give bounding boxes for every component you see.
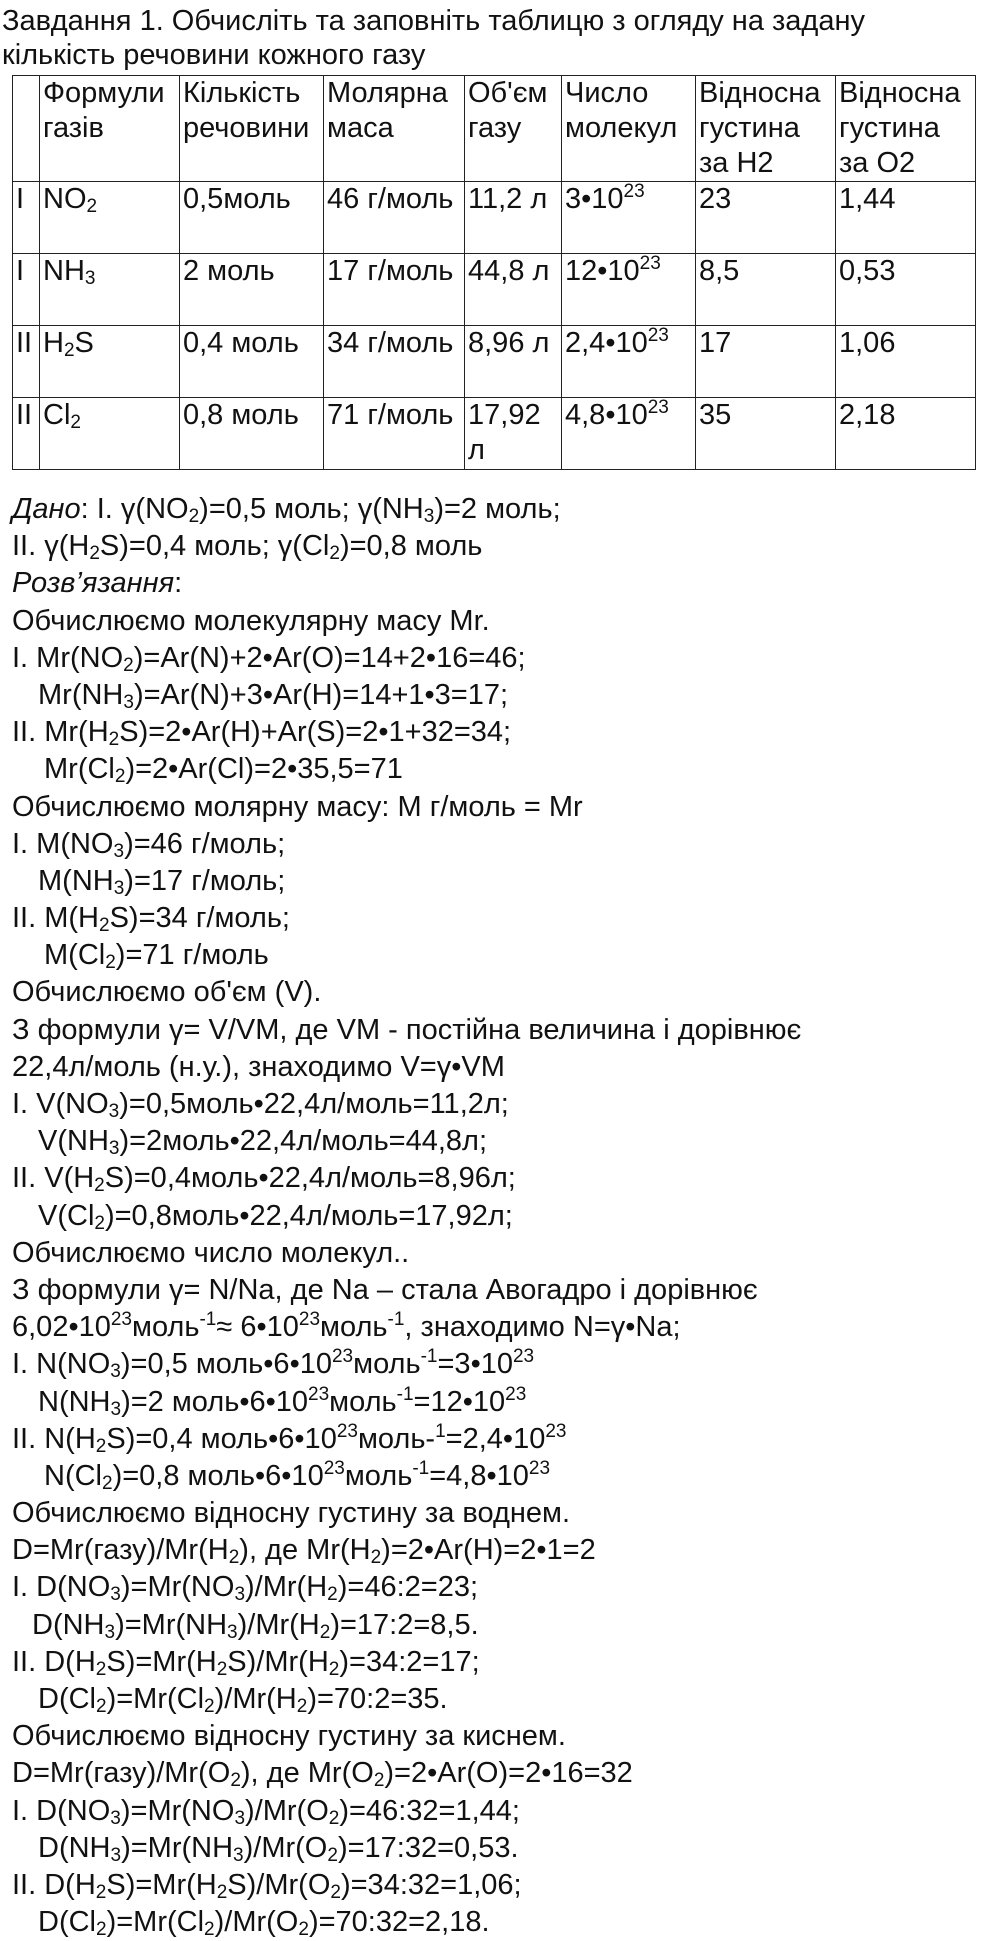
- solution-text-segment: 2: [373, 1770, 385, 1792]
- solution-text-segment: S)=0,4 моль; γ(Cl: [99, 530, 330, 563]
- solution-text-segment: 3: [110, 1584, 121, 1606]
- solution-text-segment: 3: [104, 1621, 116, 1643]
- solution-text-segment: Обчислюємо відносну густину за киснем.: [12, 1720, 566, 1753]
- solution-text-segment: )=Mr(Cl: [106, 1906, 205, 1939]
- solution-line: [12, 640, 972, 677]
- solution-line: [12, 789, 972, 826]
- solution-text-segment: 3: [423, 506, 435, 527]
- solution-text-segment: 3: [110, 1398, 122, 1420]
- amount-cell: 0,8 моль: [180, 398, 324, 470]
- volume-cell: 11,2 л: [465, 182, 562, 254]
- density-o2-cell: 1,44: [836, 182, 976, 254]
- table-row: [13, 326, 976, 398]
- solution-text-segment: ІІ. γ(H: [12, 530, 90, 563]
- solution-line: [12, 1384, 972, 1421]
- solution-text-segment: 2: [296, 1696, 308, 1717]
- molecules-cell: $4,8•10^{23}$: [562, 398, 696, 470]
- solution-text-segment: 3: [234, 1807, 246, 1829]
- solution-text-segment: S)=0,4моль•22,4л/моль=8,96л;: [104, 1162, 516, 1195]
- solution-text-segment: ІІ. N(H: [12, 1422, 96, 1455]
- solution-line: [12, 603, 972, 640]
- density-h2-cell: 23: [696, 182, 836, 254]
- solution-text-segment: 2: [216, 1881, 228, 1903]
- solution-text-segment: 2: [230, 1770, 241, 1792]
- header-cell: Відносна густина за Н2: [696, 76, 836, 182]
- solution-text-segment: 3: [234, 1584, 246, 1606]
- header-cell: Число молекул: [562, 76, 696, 182]
- header-cell: Об'єм газу: [465, 76, 562, 182]
- solution-text-segment: 2: [102, 1472, 113, 1494]
- solution-text-segment: 23: [336, 1420, 358, 1442]
- solution-text-segment: -1: [412, 1457, 430, 1479]
- solution-text-segment: І. D(NO: [12, 1794, 111, 1827]
- solution-text-segment: =12•10: [413, 1385, 506, 1418]
- solution-line: [12, 751, 972, 788]
- solution-text-segment: )=17 г/моль;: [124, 864, 286, 897]
- molar-mass-cell: 34 г/моль: [324, 326, 465, 398]
- solution-text-segment: )/Mr(O: [245, 1794, 329, 1827]
- solution-line: [12, 1904, 972, 1941]
- solution-text-segment: 2: [96, 1919, 107, 1941]
- solution-text-segment: S)=Mr(H: [106, 1645, 217, 1678]
- solution-text-segment: 23: [545, 1420, 567, 1442]
- solution-line: [12, 1049, 972, 1086]
- solution-text-segment: ІІ. V(H: [12, 1162, 95, 1195]
- solution-text-segment: D=Mr(газу)/Mr(O: [12, 1757, 231, 1790]
- solution-text-segment: S)=0,4 моль•6•10: [106, 1422, 337, 1455]
- solution-text-segment: 23: [528, 1457, 551, 1479]
- solution-text-segment: 3: [108, 1138, 120, 1160]
- solution-text-segment: І. V(NO: [12, 1088, 109, 1120]
- solution-text-segment: Обчислюємо відносну густину за воднем.: [12, 1497, 571, 1530]
- solution-text-segment: =4,8•10: [429, 1459, 529, 1492]
- solution-line: [12, 1272, 972, 1309]
- molecules-cell: $3•10^{23}$: [562, 182, 696, 254]
- solution-text-segment: І. Mr(NO: [12, 641, 124, 674]
- solution-text-segment: )=0,5 моль•6•10: [120, 1348, 332, 1381]
- solution-text-segment: )/Mr(O: [243, 1831, 328, 1864]
- solution-text-segment: моль: [353, 1348, 421, 1381]
- amount-cell: 0,4 моль: [180, 326, 324, 398]
- formula-cell: $NH_3$: [40, 254, 180, 326]
- solution-text-segment: 3: [108, 1101, 120, 1122]
- solution-text-segment: 23: [331, 1346, 354, 1368]
- solution-text-segment: )=17:2=8,5.: [330, 1608, 479, 1641]
- solution-line: [12, 677, 972, 714]
- solution-text-segment: )=2моль•22,4л/моль=44,8л;: [119, 1125, 488, 1158]
- solution-text-segment: )=2•Ar(O)=2•16=32: [384, 1757, 633, 1790]
- solution-text-segment: N(NH: [38, 1385, 111, 1418]
- group-cell: II: [13, 398, 40, 470]
- solution-line: [12, 1309, 972, 1346]
- solution-text-segment: 2: [108, 729, 120, 751]
- solution-text-segment: 2: [329, 543, 340, 565]
- solution-line: [12, 974, 972, 1011]
- solution-text-segment: 2: [95, 1658, 107, 1680]
- solution-text-segment: 2: [327, 1584, 338, 1606]
- molar-mass-cell: 17 г/моль: [324, 254, 465, 326]
- solution-line: [12, 1718, 972, 1755]
- solution-text-segment: 6,02•10: [12, 1311, 111, 1344]
- solution-text-segment: 2: [298, 1919, 309, 1941]
- solution-text-segment: 2: [105, 952, 116, 974]
- solution-text-segment: )=70:2=35.: [307, 1683, 448, 1715]
- gas-table: [12, 75, 976, 470]
- molar-mass-cell: 71 г/моль: [324, 398, 465, 470]
- solution-text-segment: )=46 г/моль;: [124, 827, 286, 860]
- table-row: [13, 182, 976, 254]
- density-h2-cell: 17: [696, 326, 836, 398]
- solution-text-segment: )/Mr(H: [245, 1571, 328, 1604]
- solution-text-segment: З формули γ= N/Na, де Na – стала Авогадро і дорівнює: [12, 1273, 758, 1306]
- solution-line: [12, 565, 972, 602]
- solution-line: [12, 714, 972, 751]
- solution-text-segment: )=70:32=2,18.: [308, 1906, 490, 1939]
- solution-line: [12, 1123, 972, 1160]
- volume-cell: 17,92 л: [465, 398, 562, 470]
- solution-text-segment: )=Mr(Cl: [106, 1683, 205, 1715]
- solution-text-segment: )=0,8моль•22,4л/моль=17,92л;: [104, 1199, 513, 1232]
- solution-text-segment: )=34:32=1,06;: [340, 1868, 522, 1901]
- solution-text-segment: =3•10: [437, 1348, 513, 1381]
- solution-text-segment: V(Cl: [38, 1199, 95, 1232]
- solution-text-segment: Розв’язання: [12, 567, 175, 600]
- solution-text-segment: ≈ 6•10: [216, 1311, 299, 1344]
- solution-line: [12, 1532, 972, 1569]
- solution-text-segment: 2: [94, 1212, 105, 1234]
- solution-text-segment: моль: [329, 1385, 397, 1418]
- solution-text-segment: 23: [308, 1383, 330, 1405]
- solution-line: [12, 863, 972, 900]
- solution-line: [12, 1830, 972, 1867]
- solution-text-segment: )=0,8 моль•6•10: [112, 1459, 324, 1492]
- solution-text-segment: ), де Mr(O: [240, 1757, 374, 1790]
- solution-text-segment: 2: [96, 1696, 107, 1717]
- solution-line: [12, 1569, 972, 1606]
- solution-line: [12, 491, 972, 528]
- solution-text-segment: )/Mr(H: [237, 1608, 320, 1641]
- solution-text-segment: 2: [95, 1435, 107, 1457]
- solution-text-segment: D(NH: [32, 1608, 105, 1641]
- group-cell: I: [13, 254, 40, 326]
- solution-text-segment: 2: [123, 654, 134, 676]
- solution-text-segment: )=2 моль;: [434, 493, 561, 525]
- solution-text-segment: , знаходимо N=γ•Na;: [404, 1311, 681, 1344]
- solution-line: [12, 900, 972, 937]
- solution-line: [12, 1086, 972, 1123]
- solution-text-segment: )=Mr(NH: [121, 1831, 234, 1864]
- solution-text-segment: 3: [110, 1361, 121, 1383]
- solution-line: [12, 1346, 972, 1383]
- solution-text-segment: 23: [323, 1457, 345, 1479]
- task-title: Завдання 1. Обчисліть та заповніть таблицю з огляду на задану кількість речовини кожного газу: [2, 5, 865, 71]
- solution-text-segment: 2: [327, 1844, 338, 1866]
- solution-text-segment: моль: [344, 1459, 413, 1492]
- solution-text-segment: 23: [110, 1309, 132, 1331]
- amount-cell: 0,5моль: [180, 182, 324, 254]
- header-cell: Формули газів: [40, 76, 180, 182]
- group-cell: II: [13, 326, 40, 398]
- solution-text-segment: : І. γ(NO: [80, 493, 189, 525]
- solution-text-segment: 23: [298, 1309, 321, 1331]
- solution-text-segment: 1: [435, 1420, 446, 1442]
- solution-text-segment: Дано: [12, 493, 81, 525]
- solution-line: [12, 1235, 972, 1272]
- volume-cell: 44,8 л: [465, 254, 562, 326]
- solution-text-segment: 3: [233, 1844, 244, 1866]
- solution-text-segment: 3: [113, 840, 125, 862]
- solution-text-segment: N(Cl: [44, 1459, 102, 1492]
- amount-cell: 2 моль: [180, 254, 324, 326]
- solution-line: [12, 1793, 972, 1830]
- solution-text-segment: 2: [114, 766, 126, 788]
- solution-line: [12, 1644, 972, 1681]
- solution-text-segment: )=2•Ar(H)=2•1=2: [381, 1534, 596, 1567]
- solution-text-segment: 23: [505, 1383, 527, 1405]
- density-h2-cell: 8,5: [696, 254, 836, 326]
- solution-text-segment: :: [174, 567, 183, 600]
- solution-text-segment: 2: [228, 1547, 240, 1569]
- solution-text-segment: D(Cl: [38, 1906, 96, 1939]
- solution-text-segment: -1: [387, 1309, 405, 1331]
- solution-text-segment: Mr(NH: [38, 678, 124, 711]
- solution-text-segment: )=17:32=0,53.: [337, 1831, 519, 1864]
- formula-cell: $H_2S$: [40, 326, 180, 398]
- density-o2-cell: 1,06: [836, 326, 976, 398]
- solution-text-segment: ІІ. M(H: [12, 902, 99, 935]
- solution-line: [12, 528, 972, 565]
- table-row: [13, 254, 976, 326]
- solution-line: [12, 1755, 972, 1792]
- solution-text-segment: =2,4•10: [445, 1422, 546, 1455]
- solution-line: [12, 1681, 972, 1718]
- table-header-row: [13, 76, 976, 182]
- molar-mass-cell: 46 г/моль: [324, 182, 465, 254]
- header-cell: Молярна маса: [324, 76, 465, 182]
- solution-text-segment: S)/Mr(H: [227, 1645, 329, 1678]
- solution-text-segment: З формули γ= V/VM, де VM - постійна величина і дорівнює: [12, 1013, 802, 1046]
- solution-text-segment: )/Mr(H: [214, 1683, 297, 1715]
- table-row: [13, 398, 976, 470]
- solution-text-segment: M(Cl: [44, 939, 106, 972]
- solution-text-segment: 2: [95, 1881, 107, 1903]
- solution-text-segment: )=Mr(NH: [115, 1608, 228, 1641]
- solution-text-segment: 23: [512, 1346, 535, 1368]
- solution-line: [12, 1607, 972, 1644]
- formula-cell: $NO_2$: [40, 182, 180, 254]
- solution-text-segment: Mr(Cl: [44, 753, 115, 786]
- solution-text-segment: D=Mr(газу)/Mr(H: [12, 1534, 229, 1567]
- solution-text-segment: 2: [188, 506, 200, 527]
- solution-text-segment: S)/Mr(O: [227, 1868, 331, 1901]
- solution-text-segment: 2: [216, 1658, 228, 1680]
- solution-line: [12, 1198, 972, 1235]
- solution-text-segment: моль: [320, 1311, 388, 1344]
- header-cell: [13, 76, 40, 182]
- solution-text-segment: )=Mr(NO: [120, 1571, 235, 1604]
- solution-text-segment: )=Ar(N)+3•Ar(H)=14+1•3=17;: [133, 678, 509, 711]
- solution-text-segment: )=46:32=1,44;: [339, 1794, 520, 1827]
- solution-text-segment: 2: [204, 1696, 215, 1717]
- solution-text-segment: 3: [227, 1621, 238, 1643]
- molecules-cell: $12•10^{23}$: [562, 254, 696, 326]
- solution-text-segment: 22,4л/моль (н.у.), знаходимо V=γ•VM: [12, 1050, 505, 1083]
- solution-text-segment: )=2 моль•6•10: [121, 1385, 309, 1418]
- density-o2-cell: 2,18: [836, 398, 976, 470]
- solution-text-segment: 3: [113, 877, 125, 899]
- solution-line: [12, 1012, 972, 1049]
- solution-text-segment: 2: [89, 543, 100, 565]
- solution-text-segment: І. D(NO: [12, 1571, 111, 1604]
- solution-text-segment: Обчислюємо молярну масу: M г/моль = Mr: [12, 790, 583, 823]
- solution-text-segment: 3: [123, 691, 134, 713]
- solution-line: [12, 826, 972, 863]
- solution-text-segment: 2: [328, 1658, 340, 1680]
- solution-text-segment: S)=2•Ar(H)+Ar(S)=2•1+32=34;: [119, 716, 512, 749]
- density-o2-cell: 0,53: [836, 254, 976, 326]
- solution-line: [12, 1160, 972, 1197]
- header-cell: Кількість речовини: [180, 76, 324, 182]
- solution-text-segment: Обчислюємо об'єм (V).: [12, 976, 322, 1009]
- solution-text-segment: )=71 г/моль: [115, 939, 269, 972]
- molecules-cell: $2,4•10^{23}$: [562, 326, 696, 398]
- solution-text-segment: )=0,8 моль: [339, 530, 483, 563]
- solution-text-segment: Обчислюємо молекулярну масу Mr.: [12, 604, 490, 637]
- solution-text-segment: )=0,5 моль; γ(NH: [199, 493, 424, 525]
- formula-cell: $Cl_2$: [40, 398, 180, 470]
- solution-line: [12, 1421, 972, 1458]
- solution-text-segment: )=34:2=17;: [339, 1645, 480, 1678]
- solution-text-segment: 2: [330, 1881, 341, 1903]
- solution-text-segment: D(Cl: [38, 1683, 96, 1715]
- solution-text-segment: 3: [110, 1844, 122, 1866]
- solution-line: [12, 937, 972, 974]
- solution-text-segment: ІІ. D(H: [12, 1645, 96, 1678]
- group-cell: I: [13, 182, 40, 254]
- solution-text-segment: V(NH: [38, 1125, 109, 1158]
- solution-text-segment: ІІ. Mr(H: [12, 716, 109, 749]
- solution-text-segment: Обчислюємо число молекул..: [12, 1236, 410, 1269]
- solution-text-segment: )=46:2=23;: [337, 1571, 479, 1604]
- solution-text-segment: 2: [370, 1547, 382, 1569]
- solution-text-segment: 2: [94, 1175, 105, 1197]
- solution-text-segment: S)=Mr(H: [106, 1868, 217, 1901]
- solution-text-segment: )=0,5моль•22,4л/моль=11,2л;: [119, 1088, 509, 1120]
- solution-text-segment: )=2•Ar(Cl)=2•35,5=71: [125, 753, 403, 786]
- solution-text-segment: 2: [319, 1621, 331, 1643]
- solution-text-segment: -1: [396, 1383, 414, 1405]
- solution-text-segment: 2: [328, 1807, 340, 1829]
- solution-line: [12, 1495, 972, 1532]
- solution-text-segment: )/Mr(O: [214, 1906, 299, 1939]
- solution-text: [12, 491, 972, 1941]
- solution-text-segment: моль-: [357, 1422, 436, 1455]
- solution-line: [12, 1867, 972, 1904]
- solution-text-segment: )=Ar(N)+2•Ar(O)=14+2•16=46;: [133, 641, 526, 674]
- solution-text-segment: M(NH: [38, 864, 114, 897]
- solution-text-segment: І. N(NO: [12, 1348, 111, 1381]
- solution-text-segment: S)=34 г/моль;: [109, 902, 290, 935]
- solution-text-segment: ), де Mr(H: [239, 1534, 371, 1567]
- solution-text-segment: 2: [204, 1919, 215, 1941]
- solution-text-segment: 3: [110, 1807, 121, 1829]
- solution-text-segment: ІІ. D(H: [12, 1868, 96, 1901]
- density-h2-cell: 35: [696, 398, 836, 470]
- solution-text-segment: )=Mr(NO: [120, 1794, 235, 1827]
- header-cell: Відносна густина за О2: [836, 76, 976, 182]
- solution-text-segment: -1: [420, 1346, 438, 1368]
- volume-cell: 8,96 л: [465, 326, 562, 398]
- solution-text-segment: 2: [99, 915, 110, 937]
- solution-text-segment: моль: [132, 1311, 200, 1344]
- solution-text-segment: І. M(NO: [12, 827, 114, 860]
- solution-line: [12, 1458, 972, 1495]
- solution-text-segment: D(NH: [38, 1831, 111, 1864]
- solution-text-segment: -1: [199, 1309, 217, 1331]
